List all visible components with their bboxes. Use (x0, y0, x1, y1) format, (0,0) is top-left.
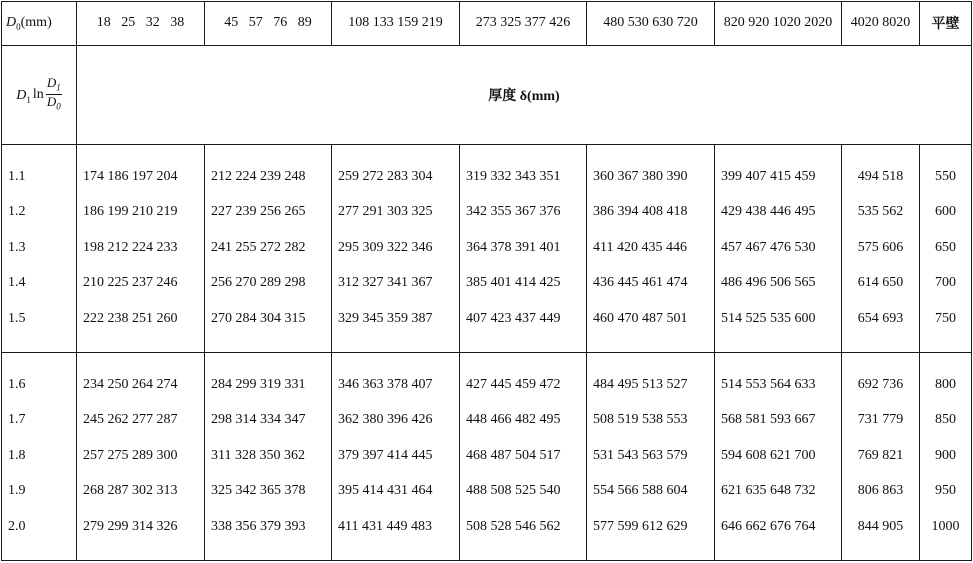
thickness-values: 508 528 546 562 (466, 518, 561, 534)
fraction-denominator-sub: 0 (56, 101, 61, 112)
thickness-values: 692 736 (857, 376, 904, 392)
thickness-values: 295 309 322 346 (338, 239, 433, 255)
thickness-values: 554 566 588 604 (593, 483, 688, 498)
param-column (2, 145, 77, 353)
thickness-values: 360 367 380 390 (593, 168, 688, 184)
thickness-values: 457 467 476 530 (721, 239, 816, 255)
flat-wall-value: 650 (935, 239, 956, 255)
thickness-values: 594 608 621 700 (721, 447, 816, 463)
flat-wall-value: 900 (935, 447, 956, 463)
thickness-values: 234 250 264 274 (83, 376, 178, 392)
thickness-column (205, 145, 332, 353)
parameter-value: 1.9 (8, 483, 26, 498)
flat-wall-column (920, 145, 972, 353)
param-column (2, 353, 77, 561)
parameter-value: 1.6 (8, 376, 26, 392)
d0-column-header: 45 57 76 89 (205, 2, 332, 46)
d0-column-header: 820 920 1020 2020 (715, 2, 842, 46)
thickness-values: 577 599 612 629 (593, 518, 688, 534)
thickness-values: 284 299 319 331 (211, 376, 306, 392)
d0-column-header: 18 25 32 38 (77, 2, 205, 46)
param-ln: ln (32, 87, 44, 103)
thickness-values: 386 394 408 418 (593, 204, 688, 220)
d0-column-header: 4020 8020 (842, 2, 920, 46)
thickness-values: 646 662 676 764 (721, 518, 816, 534)
thickness-values: 436 445 461 474 (593, 275, 688, 291)
thickness-values: 277 291 303 325 (338, 204, 433, 220)
thickness-column (205, 353, 332, 561)
thickness-values: 514 525 535 600 (721, 310, 816, 326)
insulation-thickness-table (1, 1, 972, 561)
thickness-column (332, 145, 460, 353)
thickness-values: 212 224 239 248 (211, 168, 306, 184)
parameter-value: 1.4 (8, 275, 26, 291)
thickness-values: 325 342 365 378 (211, 483, 306, 498)
thickness-values: 429 438 446 495 (721, 204, 816, 220)
parameter-value: 1.5 (8, 310, 26, 326)
d0-column-header: 480 530 630 720 (587, 2, 715, 46)
flat-wall-value: 850 (935, 412, 956, 427)
thickness-values: 399 407 415 459 (721, 168, 816, 184)
fraction-numerator: D (46, 74, 57, 90)
thickness-values: 259 272 283 304 (338, 168, 433, 184)
thickness-values: 329 345 359 387 (338, 310, 433, 326)
thickness-values: 222 238 251 260 (83, 310, 178, 326)
thickness-values: 245 262 277 287 (83, 412, 178, 427)
d0-symbol: D (6, 14, 17, 30)
thickness-values: 227 239 256 265 (211, 204, 306, 220)
thickness-values: 535 562 (857, 204, 904, 220)
thickness-values: 198 212 224 233 (83, 239, 178, 255)
thickness-values: 494 518 (857, 168, 904, 184)
thickness-column (715, 353, 842, 561)
thickness-values: 407 423 437 449 (466, 310, 561, 326)
thickness-column (842, 145, 920, 353)
thickness-values: 319 332 343 351 (466, 168, 561, 184)
thickness-column (587, 353, 715, 561)
thickness-values: 484 495 513 527 (593, 376, 688, 392)
thickness-values: 379 397 414 445 (338, 447, 433, 463)
thickness-values: 311 328 350 362 (211, 447, 305, 463)
thickness-values: 312 327 341 367 (338, 275, 433, 291)
thickness-values: 568 581 593 667 (721, 412, 816, 427)
flat-wall-value: 600 (935, 204, 956, 220)
parameter-value: 1.1 (8, 168, 26, 184)
thickness-values: 514 553 564 633 (721, 376, 816, 392)
flat-wall-column (920, 353, 972, 561)
param-fraction (46, 76, 62, 114)
thickness-values: 270 284 304 315 (211, 310, 306, 326)
thickness-values: 731 779 (857, 412, 904, 427)
thickness-column (715, 145, 842, 353)
thickness-values: 362 380 396 426 (338, 412, 433, 427)
fraction-denominator: D (46, 94, 57, 110)
d0-column-header: 108 133 159 219 (332, 2, 460, 46)
thickness-values: 338 356 379 393 (211, 518, 306, 534)
flat-wall-header: 平壁 (920, 2, 972, 46)
flat-wall-value: 550 (935, 168, 956, 184)
thickness-column (460, 353, 587, 561)
thickness-values: 427 445 459 472 (466, 376, 561, 392)
thickness-values: 448 466 482 495 (466, 412, 561, 427)
flat-wall-value: 950 (935, 483, 956, 498)
param-d1-symbol: D (16, 87, 27, 103)
d0-header-cell (2, 2, 77, 46)
thickness-values: 186 199 210 219 (83, 204, 178, 220)
parameter-value: 2.0 (8, 518, 26, 534)
thickness-values: 241 255 272 282 (211, 239, 306, 255)
thickness-values: 769 821 (857, 447, 904, 463)
thickness-header: 厚度 δ(mm) (77, 45, 972, 144)
d0-subscript: 0 (16, 21, 21, 32)
d0-column-header: 273 325 377 426 (460, 2, 587, 46)
thickness-values: 256 270 289 298 (211, 275, 306, 291)
thickness-values: 174 186 197 204 (83, 168, 178, 184)
thickness-values: 298 314 334 347 (211, 412, 306, 427)
thickness-values: 257 275 289 300 (83, 447, 178, 463)
thickness-values: 346 363 378 407 (338, 376, 433, 392)
thickness-values: 364 378 391 401 (466, 239, 561, 255)
parameter-value: 1.8 (8, 447, 26, 463)
thickness-column (842, 353, 920, 561)
thickness-values: 575 606 (857, 239, 904, 255)
thickness-values: 486 496 506 565 (721, 275, 816, 291)
thickness-column (332, 353, 460, 561)
thickness-column (77, 353, 205, 561)
thickness-values: 488 508 525 540 (466, 483, 561, 498)
header-row-d0 (2, 2, 972, 46)
thickness-values: 385 401 414 425 (466, 275, 561, 291)
flat-wall-value: 1000 (931, 518, 960, 534)
table-group-2 (2, 353, 972, 561)
thickness-values: 279 299 314 326 (83, 518, 178, 534)
thickness-values: 468 487 504 517 (466, 447, 561, 463)
flat-wall-value: 700 (935, 275, 956, 291)
thickness-values: 460 470 487 501 (593, 310, 688, 326)
thickness-values: 411 420 435 446 (593, 239, 687, 255)
d0-unit: (mm) (20, 14, 52, 30)
parameter-value: 1.2 (8, 204, 26, 220)
thickness-values: 614 650 (857, 275, 904, 291)
thickness-column (77, 145, 205, 353)
flat-wall-value: 750 (935, 310, 956, 326)
thickness-values: 395 414 431 464 (338, 483, 433, 498)
fraction-numerator-sub: 1 (56, 82, 61, 93)
thickness-column (460, 145, 587, 353)
param-d1-subscript: 1 (26, 94, 31, 105)
thickness-values: 268 287 302 313 (83, 483, 178, 498)
thickness-values: 342 355 367 376 (466, 204, 561, 220)
thickness-values: 844 905 (857, 518, 904, 534)
parameter-value: 1.7 (8, 412, 26, 427)
thickness-column (587, 145, 715, 353)
parameter-header-cell (2, 45, 77, 144)
parameter-value: 1.3 (8, 239, 26, 255)
thickness-values: 411 431 449 483 (338, 518, 432, 534)
thickness-values: 508 519 538 553 (593, 412, 688, 427)
thickness-values: 806 863 (857, 483, 904, 498)
header-row-parameter (2, 45, 972, 144)
thickness-values: 621 635 648 732 (721, 483, 816, 498)
table-group-1 (2, 145, 972, 353)
thickness-values: 531 543 563 579 (593, 447, 688, 463)
thickness-values: 210 225 237 246 (83, 275, 178, 291)
flat-wall-value: 800 (935, 376, 956, 392)
thickness-values: 654 693 (857, 310, 904, 326)
